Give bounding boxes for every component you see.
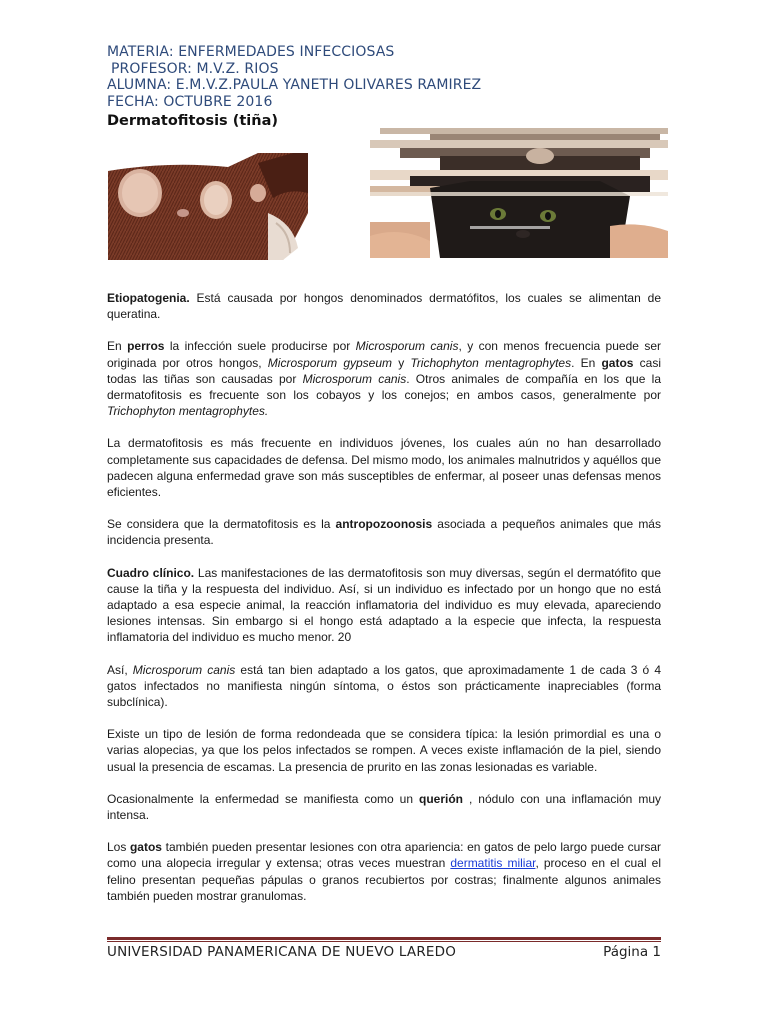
header-professor: PROFESOR: M.V.Z. RIOS <box>111 60 279 77</box>
footer-page-number: Página 1 <box>603 944 661 960</box>
paragraph-microsporum-gatos <box>107 662 661 711</box>
text-span: , nódulo con una inflamación muy intensa. <box>107 791 661 823</box>
paragraph-gatos-lesiones <box>107 839 661 904</box>
text-span: casi todas las tiñas son causadas por <box>107 355 661 386</box>
dermatitis-miliar-link[interactable]: dermatitis miliar <box>450 856 536 871</box>
paragraph-antropozoonosis <box>107 516 661 548</box>
species-name: Microsporum gypseum <box>267 355 393 370</box>
text-span: y <box>392 355 411 370</box>
text-span: . Otros animales de compañía en los que la dermatofitosis es frecuente son los cobayos y los conejos; en ambos casos, generalmente por <box>107 371 661 403</box>
text-span: . En <box>571 355 602 370</box>
text-span: Así, <box>107 662 133 677</box>
text-span: En <box>107 339 128 354</box>
paragraph-perros-gatos <box>107 338 661 419</box>
text-span: , proceso en el cual el felino presentan pequeñas pápulas o granos recubiertos por costras; finalmente algunos animales también pueden mostrar granulomas. <box>107 856 661 903</box>
cuadro-clinico-text: Las manifestaciones de las dermatofitosis son muy diversas, según el dermatófito que cause la tiña y la respuesta del individuo. Así, si un individuo es infectado por un hongo que no está adaptado a esa especie animal, la reacción inflamatoria del individuo es muy elevada, apareciendo lesiones intensas. Sin embargo si el hongo está adaptado a la especie que infecta, la respuesta inflamatoria del individuo es mucho menor. 20 <box>107 565 661 645</box>
bold-perros: perros <box>127 339 165 354</box>
header-student: ALUMNA: E.M.V.Z.PAULA YANETH OLIVARES RAMIREZ <box>107 77 482 93</box>
species-name: Microsporum canis <box>355 339 459 354</box>
kitten-ringworm-photo <box>370 126 668 258</box>
document-title: Dermatofitosis (tiña) <box>107 113 278 129</box>
paragraph-cuadro-clinico <box>107 565 661 646</box>
text-span: asociada a pequeños animales que más incidencia presenta. <box>107 517 661 548</box>
species-name: Microsporum canis <box>132 662 236 677</box>
bold-gatos: gatos <box>601 355 634 370</box>
bold-querion: querión <box>419 791 464 806</box>
species-name: Microsporum canis <box>302 371 407 386</box>
footer-university: UNIVERSIDAD PANAMERICANA DE NUEVO LAREDO <box>107 944 457 960</box>
footer-divider-thick <box>107 937 661 940</box>
text-span: la infección suele producirse por <box>164 339 356 354</box>
paragraph-etiopatogenia <box>107 290 661 322</box>
etiopatogenia-text: Está causada por hongos denominados dermatófitos, los cuales se alimentan de queratina. <box>107 291 661 322</box>
text-span: está tan bien adaptado a los gatos, que aproximadamente 1 de cada 3 ó 4 gatos infectados no manifiesta ningún síntoma, o éstos son prácticamente inapreciables (forma subclínica). <box>107 662 661 710</box>
cuadro-clinico-heading: Cuadro clínico. <box>107 565 195 580</box>
etiopatogenia-heading: Etiopatogenia. <box>107 291 190 305</box>
footer-divider-thin <box>107 941 661 942</box>
text-span: Los <box>107 840 130 855</box>
species-name: Trichophyton mentagrophytes <box>410 355 572 370</box>
bold-antropozoonosis: antropozoonosis <box>335 517 433 532</box>
paragraph-lesion-redondeada: Existe un tipo de lesión de forma redondeada que se considera típica: la lesión primordial es una o varias alopecias, ya que los pelos infectados se rompen. A veces existe inflamación de la piel, siendo usual la presencia de escamas. La presencia de prurito en las zonas lesionadas es variable. <box>107 727 661 774</box>
document-body <box>107 290 661 920</box>
species-name: Trichophyton mentagrophytes. <box>107 404 269 419</box>
text-span: , y con menos frecuencia puede ser originada por otros hongos, <box>107 339 662 370</box>
text-span: también pueden presentar lesiones con otra apariencia: en gatos de pelo largo puede cursar como una alopecia irregular y extensa; otras veces muestran <box>107 840 661 871</box>
text-span: Se considera que la dermatofitosis es la <box>107 517 336 532</box>
bold-gatos: gatos <box>129 840 162 855</box>
paragraph-jovenes: La dermatofitosis es más frecuente en individuos jóvenes, los cuales aún no han desarrollado completamente sus capacidades de defensa. Del mismo modo, los animales malnutridos y aquéllos que padecen alguna enfermedad grave son más susceptibles de enfermar, al poseer unas defensas menos eficientes. <box>107 436 661 500</box>
dog-skin-lesions-photo <box>108 153 308 260</box>
header-date: FECHA: OCTUBRE 2016 <box>107 93 273 110</box>
document-header <box>107 44 667 110</box>
text-span: Ocasionalmente la enfermedad se manifiesta como un <box>107 791 420 806</box>
header-subject: MATERIA: ENFERMEDADES INFECCIOSAS <box>107 44 395 60</box>
paragraph-querion <box>107 791 661 823</box>
